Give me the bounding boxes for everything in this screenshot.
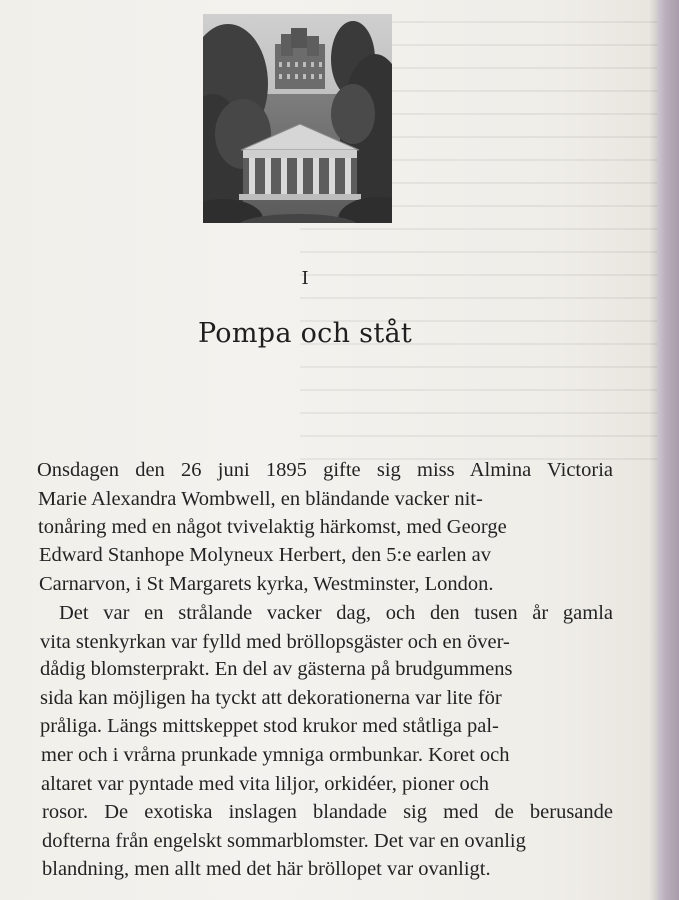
text-line: Onsdagen den 26 juni 1895 gifte sig miss Almina Victoria (37, 459, 613, 481)
text-line: vita stenkyrkan var fylld med bröllopsgäster och en över- (40, 631, 510, 653)
text-line: altaret var pyntade med vita liljor, orkidéer, pioner och (41, 773, 490, 795)
text-line: dådig blomsterprakt. En del av gästerna på brudgummens (40, 658, 513, 680)
text-line: mer och i vrårna prunkade ymniga ormbunkar. Koret och (41, 744, 510, 766)
castle-photo-icon (203, 14, 392, 223)
text-line: Carnarvon, i St Margarets kyrka, Westminster, London. (39, 573, 494, 595)
text-line: blandning, men allt med det här bröllopet var ovanligt. (42, 858, 491, 880)
text-line: Det var en strålande vacker dag, och den tusen år gamla (59, 602, 613, 624)
text-line: sida kan möjligen ha tyckt att dekorationerna var lite för (40, 687, 502, 709)
text-line: Marie Alexandra Wombwell, en bländande vacker nit- (38, 488, 483, 510)
page-gutter-shadow (649, 0, 657, 900)
text-line: Edward Stanhope Molyneux Herbert, den 5:e earlen av (39, 544, 491, 566)
text-line: pråliga. Längs mittskeppet stod krukor med ståtliga pal- (40, 715, 499, 737)
text-line: tonåring med en något tvivelaktig härkomst, med George (38, 516, 507, 538)
book-edge (657, 0, 679, 900)
text-line: rosor. De exotiska inslagen blandade sig med de berusande (42, 801, 613, 823)
chapter-title: Pompa och ståt (197, 318, 413, 349)
chapter-number: I (301, 268, 309, 289)
text-line: dofterna från engelskt sommarblomster. Det var en ovanlig (42, 830, 526, 852)
